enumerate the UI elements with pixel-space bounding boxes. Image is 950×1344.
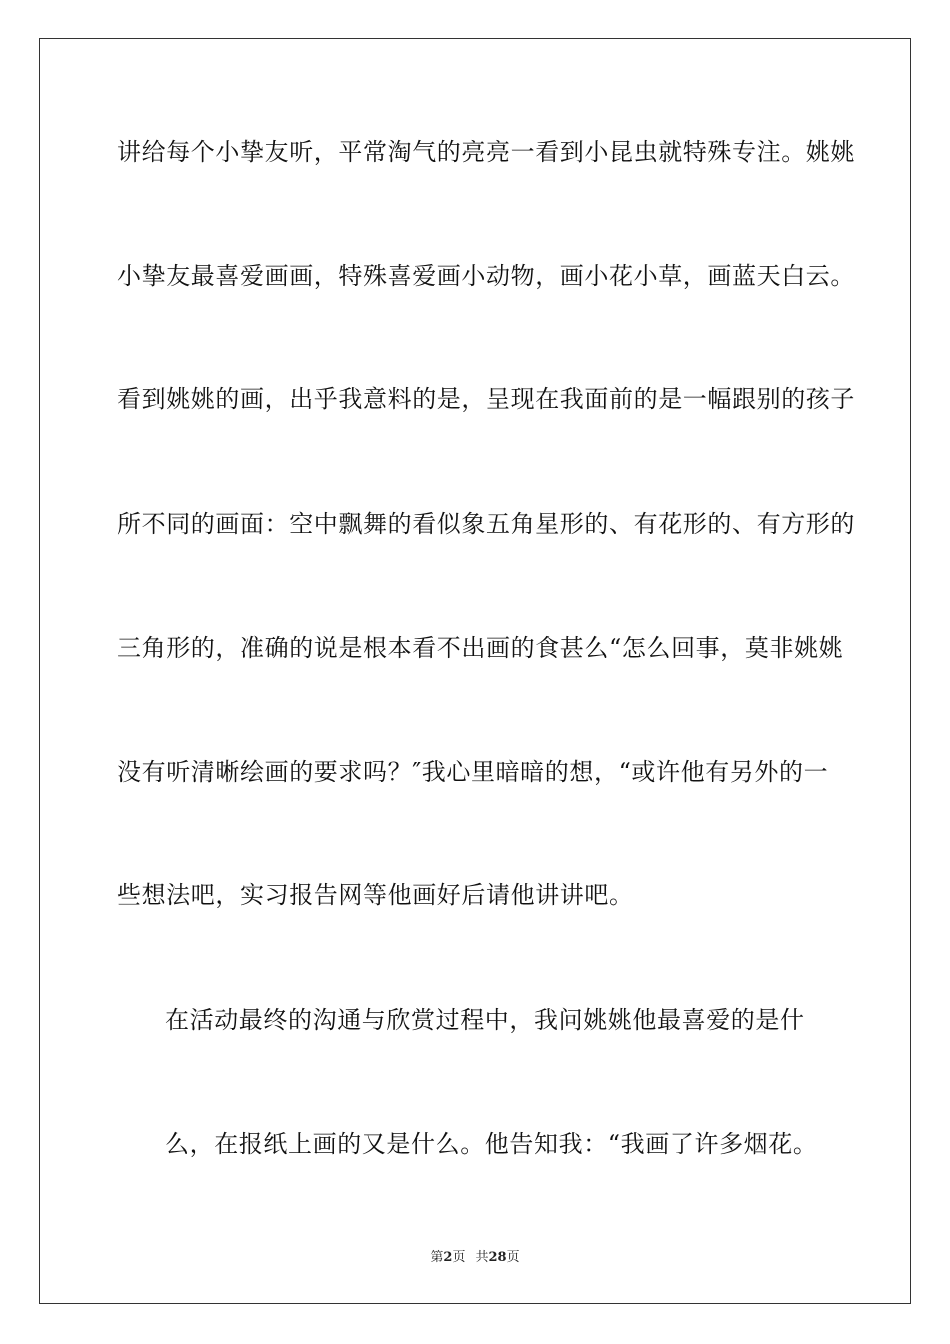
page-footer (0, 1250, 950, 1266)
text-line-7: 些想法吧，实习报告网等他画好后请他讲讲吧。 (117, 881, 634, 909)
page-prefix: 第 (430, 1250, 444, 1265)
total-prefix: 共 (475, 1250, 489, 1265)
text-line-3: 看到姚姚的画，出乎我意料的是，呈现在我面前的是一幅跟别的孩子 (117, 385, 855, 413)
page-number: 2 (443, 1250, 453, 1265)
text-line-4: 所不同的画面：空中飘舞的看似象五角星形的、有花形的、有方形的 (117, 510, 855, 538)
text-line-6: 没有听清晰绘画的要求吗？″我心里暗暗的想，“或许他有另外的一 (117, 758, 829, 786)
page-border (39, 38, 911, 1304)
text-line-9: 么，在报纸上画的又是什么。他告知我：“我画了许多烟花。 (165, 1130, 818, 1158)
page-suffix: 页 (452, 1250, 466, 1265)
text-line-2: 小挚友最喜爱画画，特殊喜爱画小动物，画小花小草，画蓝天白云。 (117, 262, 855, 290)
total-suffix: 页 (506, 1250, 520, 1265)
text-line-5: 三角形的，准确的说是根本看不出画的食甚么“怎么回事，莫非姚姚 (117, 634, 844, 662)
total-pages: 28 (488, 1250, 507, 1265)
text-line-1: 讲给每个小挚友听，平常淘气的亮亮一看到小昆虫就特殊专注。姚姚 (117, 138, 855, 166)
text-line-8: 在活动最终的沟通与欣赏过程中，我问姚姚他最喜爱的是什 (165, 1006, 805, 1034)
